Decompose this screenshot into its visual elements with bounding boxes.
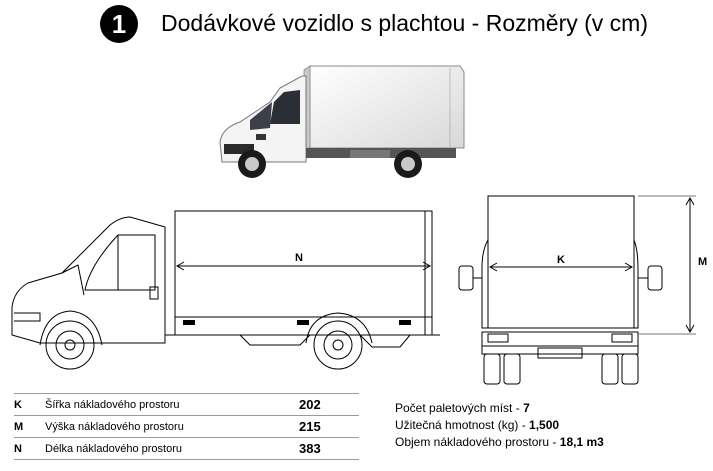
dimension-label-k: K — [557, 254, 565, 266]
dimension-label-n: N — [295, 252, 303, 264]
table-row — [14, 394, 359, 416]
payload: Užitečná hmotnost (kg) - 1,500 — [395, 418, 560, 432]
truck-photo — [210, 62, 470, 184]
cargo-dimensions-table — [14, 393, 359, 460]
dimension-code: K — [14, 394, 45, 416]
section-number: 1 — [111, 8, 127, 39]
dimension-value: 202 — [299, 394, 359, 416]
vehicle-info — [395, 400, 604, 451]
side-view-diagram — [0, 195, 450, 375]
dimension-name: Výška nákladového prostoru — [45, 416, 299, 438]
dimension-code: M — [14, 416, 45, 438]
pallet-count: Počet paletových míst - 7 — [395, 401, 530, 415]
dimension-name: Šířka nákladového prostoru — [45, 394, 299, 416]
rear-view-diagram — [452, 190, 710, 390]
dimension-value: 215 — [299, 416, 359, 438]
dimension-code: N — [14, 438, 45, 460]
cargo-volume: Objem nákladového prostoru - 18,1 m3 — [395, 435, 604, 449]
section-number-badge — [100, 5, 138, 43]
dimension-label-m: M — [698, 256, 708, 268]
page-title: Dodávkové vozidlo s plachtou - Rozměry (v cm) — [161, 10, 648, 36]
dimension-value: 383 — [299, 438, 359, 460]
table-row — [14, 438, 359, 460]
dimension-name: Délka nákladového prostoru — [45, 438, 299, 460]
table-row — [14, 416, 359, 438]
